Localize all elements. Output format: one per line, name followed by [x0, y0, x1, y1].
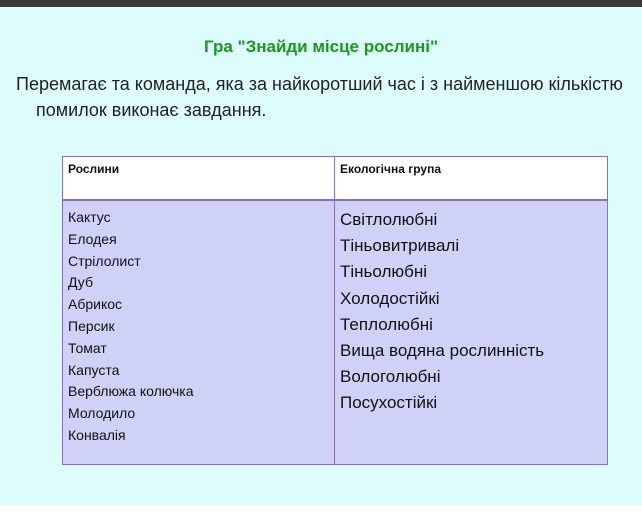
- plant-item: Абрикос: [68, 296, 123, 313]
- group-item: Теплолюбні: [340, 314, 433, 334]
- plant-item: Конвалія: [68, 426, 126, 443]
- group-list: [340, 207, 602, 417]
- table-row: [63, 200, 608, 465]
- slide: [0, 7, 642, 505]
- window-bottom-strip: [0, 505, 642, 512]
- plants-table: [62, 156, 608, 465]
- table-header-row: [63, 157, 608, 201]
- plant-item: Стрілолист: [68, 252, 141, 269]
- group-item: Тіньолюбні: [340, 262, 428, 282]
- header-ecological-group: Екологічна група: [335, 157, 608, 201]
- plants-cell: [63, 200, 335, 465]
- plant-item: Персик: [68, 317, 115, 334]
- plant-item: Томат: [68, 339, 107, 356]
- window-top-strip: [0, 0, 642, 7]
- header-plants: Рослини: [63, 157, 335, 201]
- plant-item: Елодея: [68, 230, 117, 247]
- plant-list: [68, 207, 329, 447]
- plant-item: Верблюжа колючка: [68, 383, 194, 400]
- group-item: Вища водяна рослинність: [340, 341, 545, 361]
- group-item: Вологолюбні: [340, 367, 441, 387]
- group-item: Холодостійкі: [340, 288, 440, 308]
- plant-item: Капуста: [68, 361, 120, 378]
- groups-cell: [335, 200, 608, 465]
- plant-item: Молодило: [68, 405, 136, 422]
- group-item: Світлолюбні: [340, 210, 438, 229]
- slide-title: Гра "Знайди місце рослині": [203, 37, 439, 56]
- plant-item: Дуб: [68, 274, 93, 291]
- plant-item: Кактус: [68, 209, 111, 225]
- group-item: Тіньовитривалі: [340, 236, 460, 256]
- rules-text: Перемагає та команда, яка за найкоротший час і з найменшою кількістю помилок виконає завдання.: [16, 74, 623, 120]
- group-item: Посухостійкі: [340, 393, 438, 413]
